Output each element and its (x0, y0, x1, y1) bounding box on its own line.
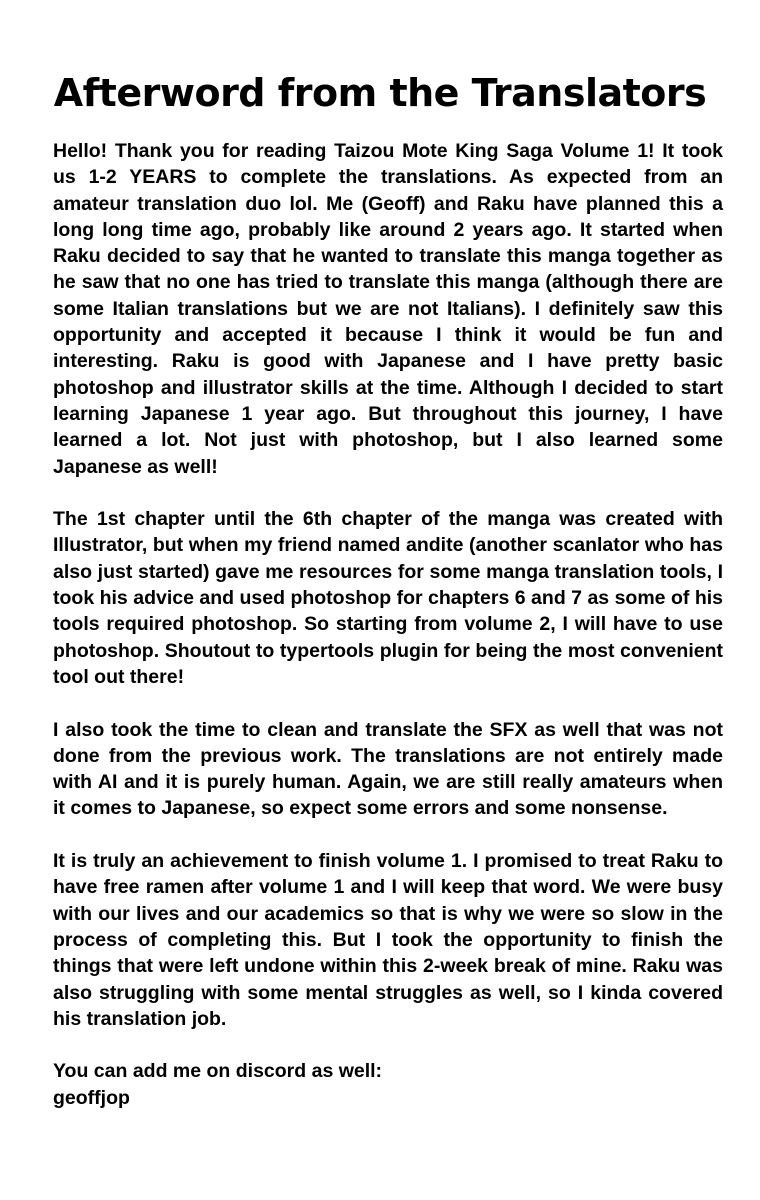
afterword-body (53, 138, 723, 1111)
paragraph-achievement: It is truly an achievement to finish volume 1. I promised to treat Raku to have free ramen after volume 1 and I will keep that word. We were busy with our lives and our academics so that is why we were so slow in the process of completing this. But I took the opportunity to finish the things that were left undone within this 2-week break of mine. Raku was also struggling with some mental struggles as well, so I kinda covered his translation job. (53, 850, 723, 1030)
paragraph-tools: The 1st chapter until the 6th chapter of the manga was created with Illustrator, but when my friend named andite (another scanlator who has also just started) gave me resources for some manga translation tools, I took his advice and used photoshop for chapters 6 and 7 as some of his tools required photoshop. So starting from volume 2, I will have to use photoshop. Shoutout to typertools plugin for being the most convenient tool out there! (53, 508, 723, 688)
contact-text: You can add me on discord as well: (53, 1060, 383, 1083)
paragraph-intro: Hello! Thank you for reading Taizou Mote King Saga Volume 1! It took us 1-2 YEARS to complete the translations. As expected from an amateur translation duo lol. Me (Geoff) and Raku have planned this a long long time ago, probably like around 2 years ago. It started when Raku decided to say that he wanted to translate this manga together as he saw that no one has tried to translate this manga (although there are some Italian translations but we are not Italians). I definitely saw this opportunity and accepted it because I think it would be fun and interesting. Raku is good with Japanese and I have pretty basic photoshop and illustrator skills at the time. Although I decided to start learning Japanese 1 year ago. But throughout this journey, I have learned a lot. Not just with photoshop, but I also learned some Japanese as well! (53, 140, 723, 478)
page-title: Afterword from the Translators (53, 71, 707, 115)
discord-username: geoffjop (53, 1086, 130, 1109)
paragraph-sfx: I also took the time to clean and translate the SFX as well that was not done from the previous work. The translations are not entirely made with AI and it is purely human. Again, we are still really amateurs when it comes to Japanese, so expect some errors and some nonsense. (53, 718, 723, 820)
contact-block (53, 1058, 723, 1111)
